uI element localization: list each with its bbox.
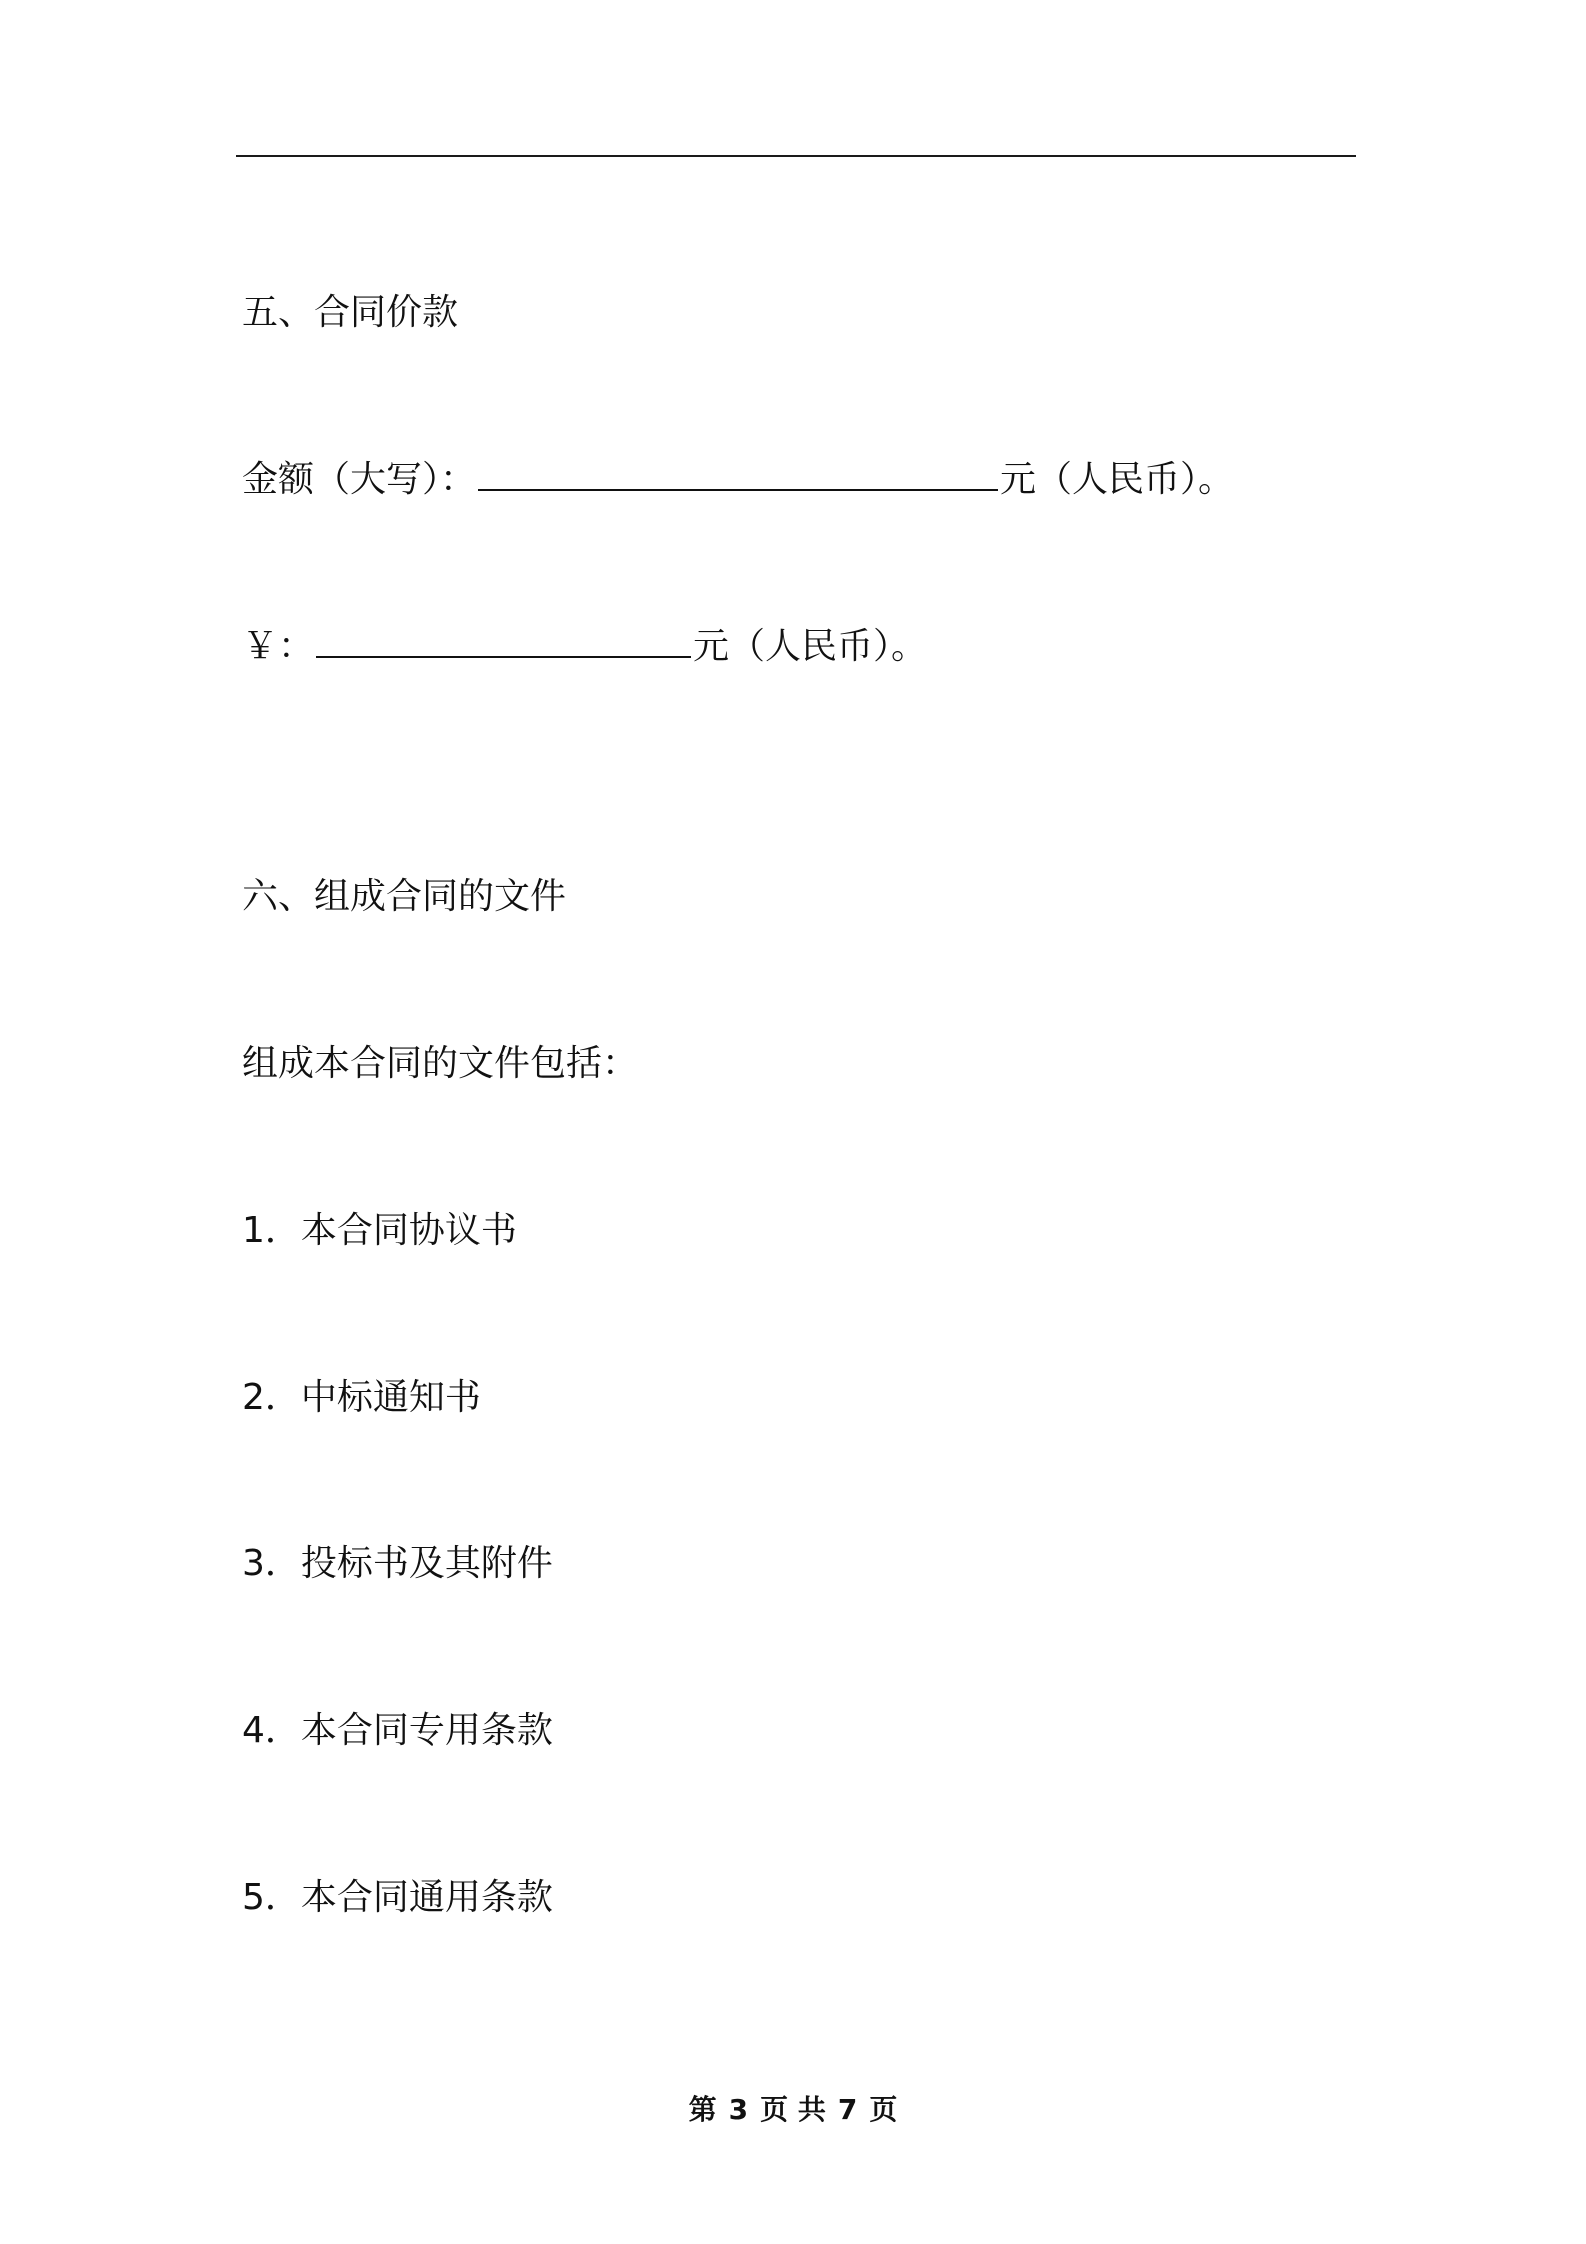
current-page-number: 3 — [728, 2093, 749, 2126]
list-item: 1．本合同协议书 — [242, 1210, 517, 1251]
section-5-heading: 五、合同价款 — [242, 292, 459, 333]
footer-suffix: 页 — [869, 2093, 898, 2126]
footer-prefix: 第 — [688, 2093, 717, 2126]
amount-in-figures-line — [242, 622, 927, 671]
amount-in-words-line — [242, 455, 1234, 504]
amount-in-figures-label: ￥： — [242, 626, 315, 667]
page-footer — [0, 2092, 1586, 2128]
amount-in-figures-blank[interactable] — [316, 622, 691, 658]
amount-in-words-label: 金额（大写）： — [242, 459, 477, 500]
list-item: 2．中标通知书 — [242, 1377, 481, 1418]
list-item: 3．投标书及其附件 — [242, 1543, 553, 1584]
footer-middle: 页 共 — [760, 2093, 826, 2126]
section-6-intro: 组成本合同的文件包括： — [242, 1043, 639, 1084]
amount-in-figures-suffix: 元（人民币）。 — [693, 626, 928, 667]
list-item: 4．本合同专用条款 — [242, 1710, 553, 1751]
amount-in-words-blank[interactable] — [478, 455, 998, 491]
header-rule — [236, 155, 1356, 157]
amount-in-words-suffix: 元（人民币）。 — [1000, 459, 1235, 500]
section-6-heading: 六、组成合同的文件 — [242, 876, 567, 917]
total-pages-number: 7 — [837, 2093, 858, 2126]
list-item: 5．本合同通用条款 — [242, 1877, 553, 1918]
